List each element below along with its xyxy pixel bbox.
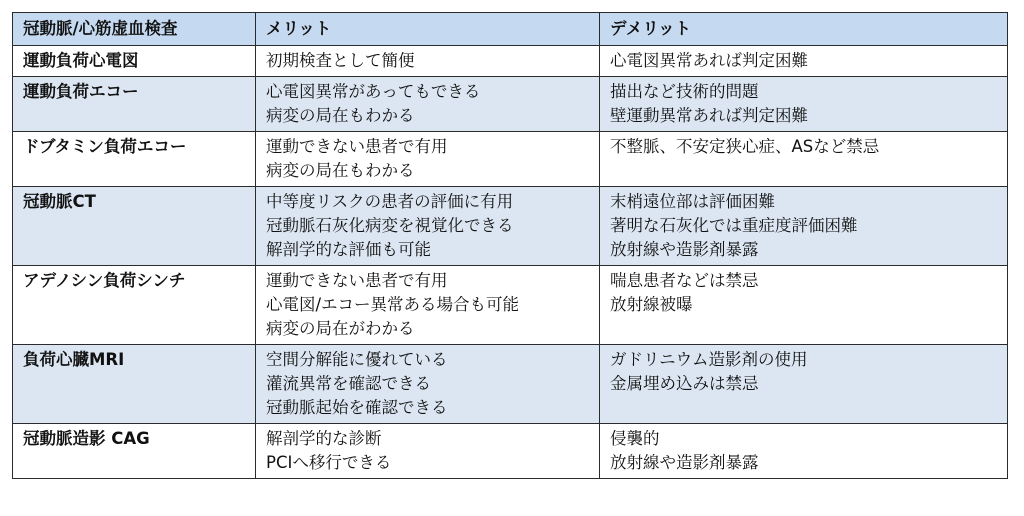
table-row bbox=[13, 345, 1008, 424]
merit-item: 初期検査として簡便 bbox=[266, 51, 415, 70]
table-body bbox=[13, 46, 1008, 479]
merits-cell bbox=[256, 77, 600, 132]
merit-item: PCIへ移行できる bbox=[266, 453, 392, 472]
demerit-item: ガドリニウム造影剤の使用 bbox=[610, 350, 808, 369]
demerit-item: 金属埋め込みは禁忌 bbox=[610, 374, 759, 393]
merit-item: 病変の局在もわかる bbox=[266, 161, 415, 180]
merit-item: 中等度リスクの患者の評価に有用 bbox=[266, 192, 514, 211]
merit-item: 冠動脈起始を確認できる bbox=[266, 398, 448, 417]
merit-item: 解剖学的な評価も可能 bbox=[266, 240, 431, 259]
demerit-item: 侵襲的 bbox=[610, 429, 660, 448]
exam-name-cell: 運動負荷エコー bbox=[13, 77, 256, 132]
demerit-item: 放射線や造影剤暴露 bbox=[610, 453, 759, 472]
table-row bbox=[13, 77, 1008, 132]
merit-item: 心電図異常があってもできる bbox=[266, 82, 481, 101]
merit-item: 冠動脈石灰化病変を視覚化できる bbox=[266, 216, 514, 235]
demerit-item: 不整脈、不安定狭心症、ASなど禁忌 bbox=[610, 137, 880, 156]
demerit-item: 喘息患者などは禁忌 bbox=[610, 271, 759, 290]
exam-name-cell: 運動負荷心電図 bbox=[13, 46, 256, 77]
merit-item: 解剖学的な診断 bbox=[266, 429, 382, 448]
header-row bbox=[13, 13, 1008, 46]
comparison-table-container bbox=[12, 12, 1007, 479]
demerits-cell bbox=[600, 132, 1008, 187]
merits-cell bbox=[256, 187, 600, 266]
demerit-item: 放射線被曝 bbox=[610, 295, 693, 314]
table-row bbox=[13, 266, 1008, 345]
exam-name-cell: 冠動脈CT bbox=[13, 187, 256, 266]
header-merits: メリット bbox=[256, 13, 600, 46]
table-row bbox=[13, 46, 1008, 77]
demerit-item: 壁運動異常あれば判定困難 bbox=[610, 106, 808, 125]
exam-name-cell: ドブタミン負荷エコー bbox=[13, 132, 256, 187]
merit-item: 空間分解能に優れている bbox=[266, 350, 448, 369]
demerits-cell bbox=[600, 46, 1008, 77]
header-exam: 冠動脈/心筋虚血検査 bbox=[13, 13, 256, 46]
merits-cell bbox=[256, 46, 600, 77]
demerit-item: 著明な石灰化では重症度評価困難 bbox=[610, 216, 858, 235]
merit-item: 病変の局在がわかる bbox=[266, 319, 415, 338]
demerit-item: 放射線や造影剤暴露 bbox=[610, 240, 759, 259]
merit-item: 運動できない患者で有用 bbox=[266, 271, 448, 290]
demerits-cell bbox=[600, 266, 1008, 345]
merit-item: 灌流異常を確認できる bbox=[266, 374, 431, 393]
merits-cell bbox=[256, 424, 600, 479]
comparison-table bbox=[12, 12, 1008, 479]
table-header bbox=[13, 13, 1008, 46]
merits-cell bbox=[256, 345, 600, 424]
merit-item: 心電図/エコー異常ある場合も可能 bbox=[266, 295, 520, 314]
demerit-item: 心電図異常あれば判定困難 bbox=[610, 51, 808, 70]
demerits-cell bbox=[600, 77, 1008, 132]
merits-cell bbox=[256, 266, 600, 345]
table-row bbox=[13, 132, 1008, 187]
merits-cell bbox=[256, 132, 600, 187]
table-row bbox=[13, 424, 1008, 479]
merit-item: 運動できない患者で有用 bbox=[266, 137, 448, 156]
table-row bbox=[13, 187, 1008, 266]
exam-name-cell: 冠動脈造影 CAG bbox=[13, 424, 256, 479]
demerits-cell bbox=[600, 345, 1008, 424]
header-demerits: デメリット bbox=[600, 13, 1008, 46]
demerit-item: 末梢遠位部は評価困難 bbox=[610, 192, 775, 211]
exam-name-cell: アデノシン負荷シンチ bbox=[13, 266, 256, 345]
demerits-cell bbox=[600, 424, 1008, 479]
demerits-cell bbox=[600, 187, 1008, 266]
demerit-item: 描出など技術的問題 bbox=[610, 82, 759, 101]
merit-item: 病変の局在もわかる bbox=[266, 106, 415, 125]
exam-name-cell: 負荷心臓MRI bbox=[13, 345, 256, 424]
